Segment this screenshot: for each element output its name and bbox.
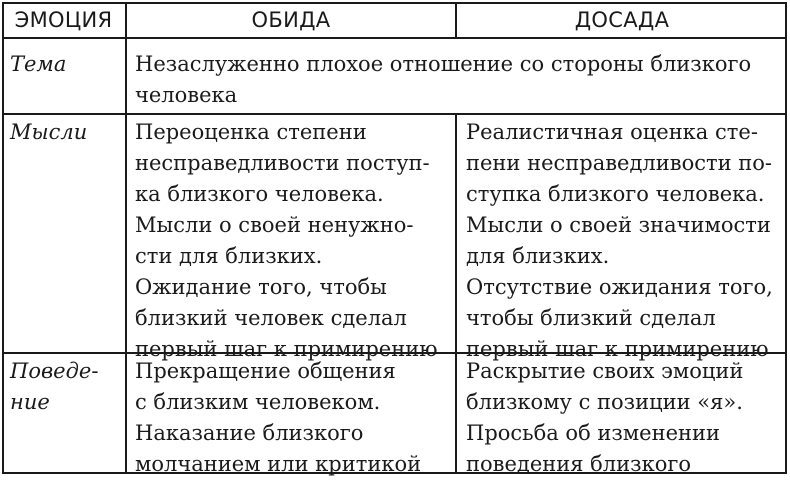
povedenie-obida-line: Прекращение общения	[135, 359, 396, 383]
povedenie-dosada-line: близкому с позиции «я».	[466, 390, 743, 414]
mysli-obida-text	[135, 117, 453, 365]
row-divider-tema	[2, 113, 787, 115]
mysli-dosada-line: первый шаг к примирению	[466, 337, 769, 361]
tema-line: Незаслуженно плохое отношение со стороны близкого	[135, 52, 752, 76]
mysli-obida-line: близкий человек сделал	[135, 306, 407, 330]
tema-line: человека	[135, 83, 238, 107]
povedenie-obida-text	[135, 356, 453, 480]
povedenie-dosada-line: Просьба об изменении	[466, 421, 721, 445]
mysli-dosada-line: Отсутствие ожидания того,	[466, 275, 773, 299]
mysli-obida-line: Мысли о своей ненужно-	[135, 213, 414, 237]
row-divider-header	[2, 37, 787, 39]
column-divider-2b	[455, 113, 457, 474]
row-label-tema: Тема	[10, 52, 67, 76]
mysli-obida-line: первый шаг к примирению	[135, 337, 438, 361]
povedenie-dosada-line: поведения близкого	[466, 452, 692, 476]
mysli-obida-line: несправедливости поступ-	[135, 151, 430, 175]
mysli-dosada-line: для близких.	[466, 244, 610, 268]
povedenie-label-line: ние	[10, 390, 50, 414]
mysli-obida-line: Ожидание того, чтобы	[135, 275, 387, 299]
povedenie-obida-line: с близким человеком.	[135, 390, 381, 414]
povedenie-dosada-line: Раскрытие своих эмоций	[466, 359, 744, 383]
mysli-dosada-line: ступка близкого человека.	[466, 182, 765, 206]
mysli-dosada-line: чтобы близкий сделал	[466, 306, 716, 330]
header-dosada: ДОСАДА	[574, 8, 670, 32]
povedenie-obida-line: Наказание близкого	[135, 421, 364, 445]
mysli-obida-line: Переоценка степени	[135, 120, 367, 144]
row-label-povedenie	[2, 356, 125, 418]
header-emotion: ЭМОЦИЯ	[14, 8, 113, 32]
povedenie-obida-line: молчанием или критикой	[135, 452, 422, 476]
row-label-mysli: Мысли	[10, 120, 88, 144]
mysli-obida-line: ка близкого человека.	[135, 182, 384, 206]
povedenie-dosada-text	[466, 356, 784, 480]
header-obida: ОБИДА	[251, 8, 331, 32]
mysli-obida-line: сти для близких.	[135, 244, 323, 268]
mysli-dosada-line: Реалистичная оценка сте-	[466, 120, 758, 144]
povedenie-label-line: Поведе-	[10, 359, 99, 383]
tema-text	[135, 49, 780, 111]
mysli-dosada-line: пени несправедливости по-	[466, 151, 773, 175]
mysli-dosada-line: Мысли о своей значимости	[466, 213, 771, 237]
column-divider-1	[125, 2, 127, 474]
mysli-dosada-text	[466, 117, 784, 365]
